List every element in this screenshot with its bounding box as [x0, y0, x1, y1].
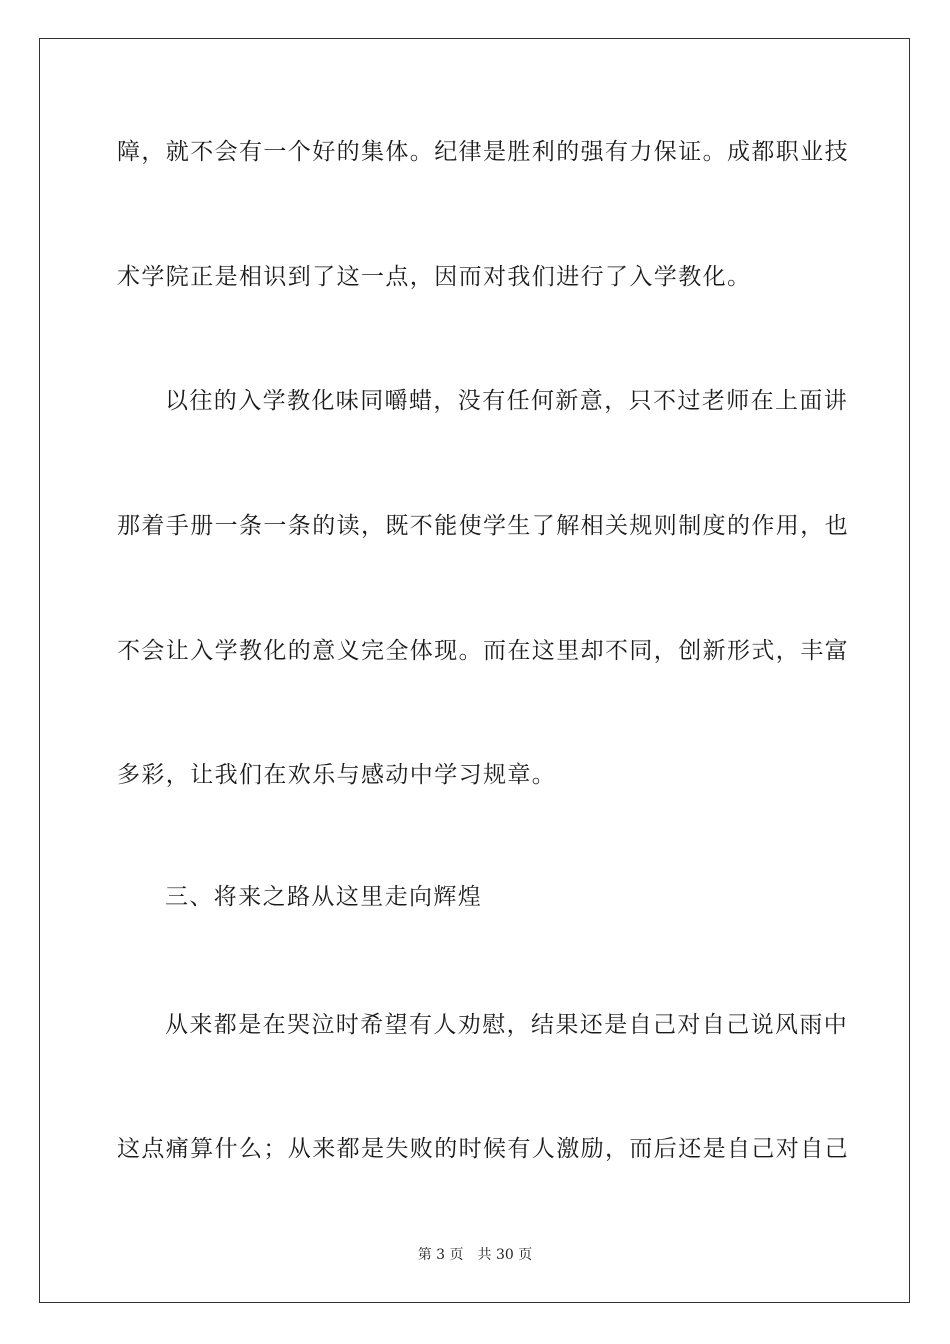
paragraph-line: 多彩，让我们在欢乐与感动中学习规章。: [117, 762, 557, 788]
page-number-footer: 第 3 页 共 30 页: [417, 1247, 533, 1263]
paragraph-line: 不会让入学教化的意义完全体现。而在这里却不同，创新形式，丰富: [117, 638, 849, 664]
section-heading: 三、将来之路从这里走向辉煌: [165, 884, 483, 910]
paragraph-line: 从来都是在哭泣时希望有人劝慰，结果还是自己对自己说风雨中: [165, 1012, 849, 1038]
paragraph-line: 障，就不会有一个好的集体。纪律是胜利的强有力保证。成都职业技: [117, 139, 849, 165]
page-frame: [39, 38, 910, 1303]
paragraph-line: 这点痛算什么；从来都是失败的时候有人激励，而后还是自己对自己: [117, 1136, 849, 1162]
paragraph-line: 以往的入学教化味同嚼蜡，没有任何新意，只不过老师在上面讲: [165, 388, 849, 414]
paragraph-line: 术学院正是相识到了这一点，因而对我们进行了入学教化。: [117, 264, 752, 290]
paragraph-line: 那着手册一条一条的读，既不能使学生了解相关规则制度的作用，也: [117, 513, 849, 539]
